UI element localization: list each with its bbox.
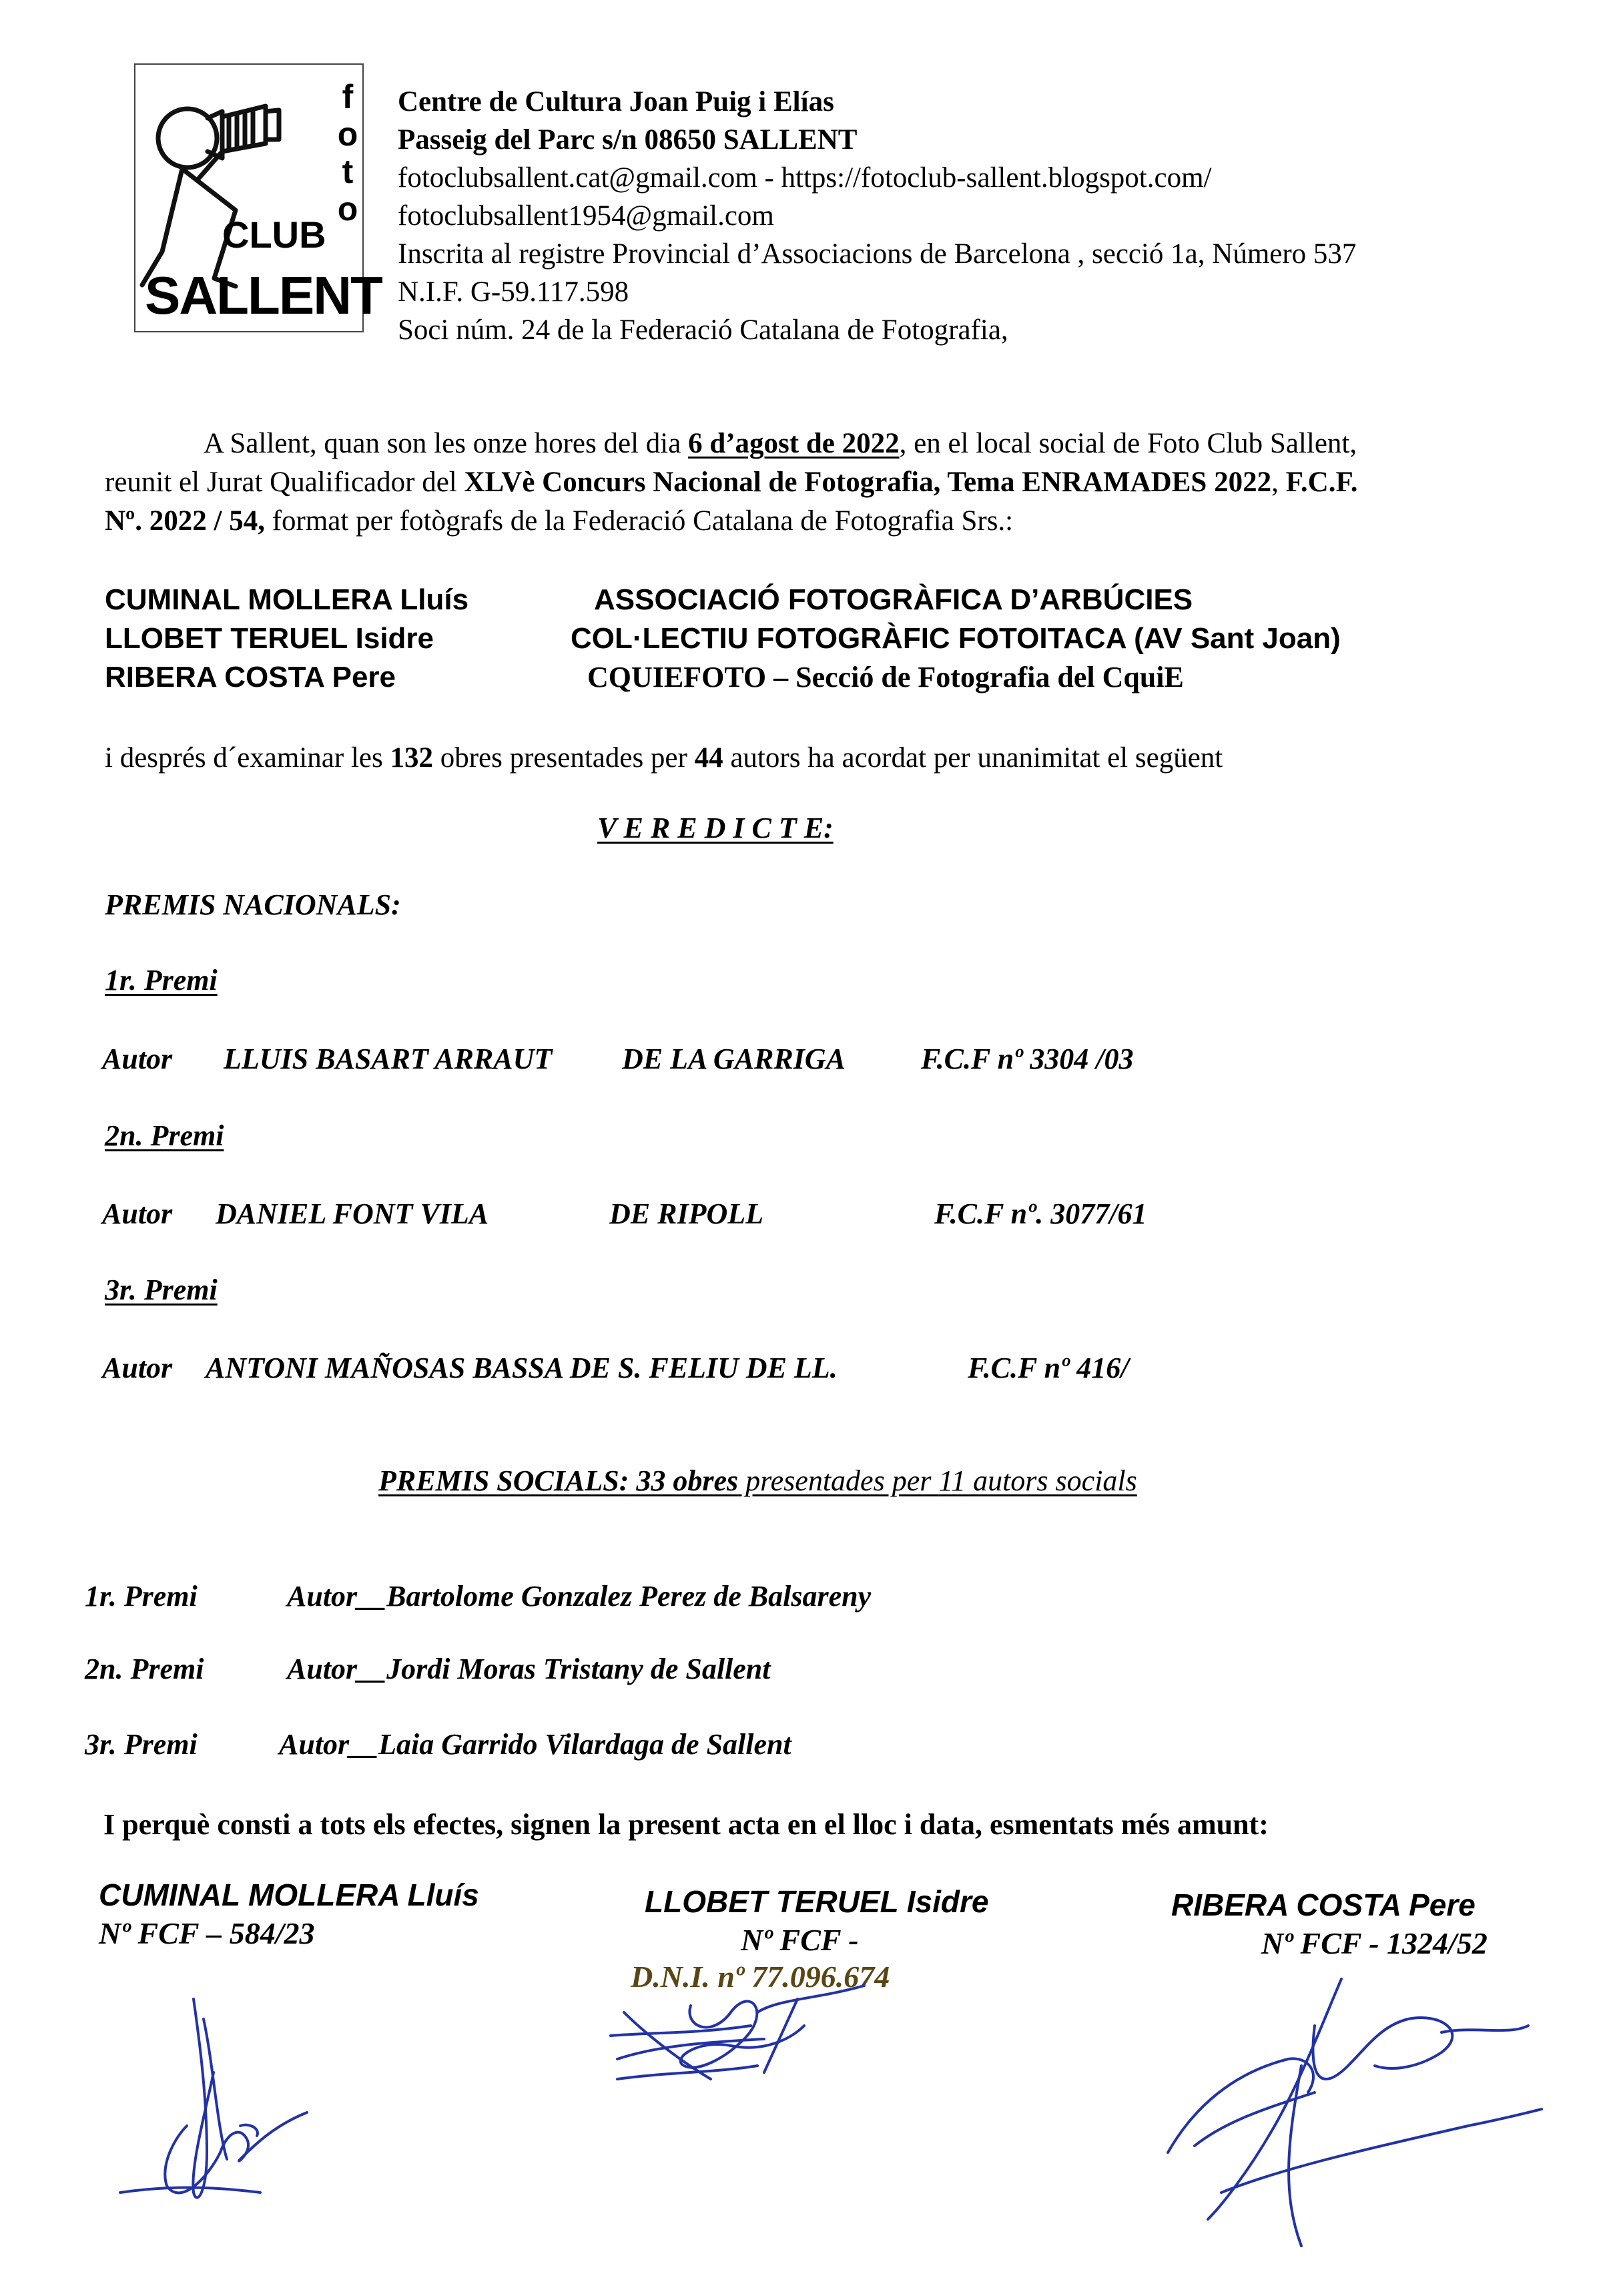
jury-entity: ASSOCIACIÓ FOTOGRÀFICA D’ARBÚCIES xyxy=(594,583,1193,616)
contest-name: XLVè Concurs Nacional de Fotografia, Tema ENRAMADES 2022 xyxy=(464,467,1272,498)
intro-line-2 xyxy=(105,463,1358,502)
prize-label: 2n. Premi xyxy=(105,1119,224,1152)
meeting-date: 6 d’agost de 2022 xyxy=(688,428,900,459)
prize-fcf-number: F.C.F nº 3304 /03 xyxy=(921,1043,1134,1075)
social-text: autors socials xyxy=(966,1464,1137,1497)
national-prizes-title: PREMIS NACIONALS: xyxy=(105,888,401,921)
exam-text: autors ha acordat per unanimitat el següent xyxy=(723,742,1223,774)
fcf-label: F.C.F. xyxy=(1285,467,1358,498)
logo-club: CLUB xyxy=(222,214,326,256)
intro-line-1 xyxy=(204,424,1357,463)
prize-author-name: DANIEL FONT VILA xyxy=(216,1197,489,1230)
logo-letter: o xyxy=(337,115,358,153)
social-title: PREMIS SOCIALS: xyxy=(378,1464,629,1497)
exam-text: obres presentades per xyxy=(432,742,695,774)
header-line-contact: fotoclubsallent.cat@gmail.com - https://fotoclub-sallent.blogspot.com/ xyxy=(398,162,1212,194)
intro-text: format per fotògrafs de la Federació Catalana de Fotografia Srs.: xyxy=(264,505,1014,537)
intro-text: reunit el Jurat Qualificador del xyxy=(105,467,464,498)
jury-name: LLOBET TERUEL Isidre xyxy=(105,622,434,655)
exam-sentence xyxy=(105,739,1223,778)
signatory-dni: D.N.I. nº 77.096.674 xyxy=(631,1960,890,1994)
social-authors: 11 xyxy=(938,1464,966,1497)
prize-label: 3r. Premi xyxy=(105,1273,218,1306)
signature-llobet xyxy=(597,1972,878,2099)
logo-letter: o xyxy=(337,190,358,228)
prize-fcf-number: F.C.F nº. 3077/61 xyxy=(934,1197,1147,1230)
prize-author-place: DE LA GARRIGA xyxy=(622,1043,846,1075)
jury-name: CUMINAL MOLLERA Lluís xyxy=(105,583,469,616)
social-prize-label: 3r. Premi xyxy=(85,1728,198,1761)
signatory-fcf: Nº FCF – 584/23 xyxy=(99,1916,315,1950)
club-logo xyxy=(134,63,382,332)
logo-letter: t xyxy=(342,153,354,190)
jury-name: RIBERA COSTA Pere xyxy=(105,661,396,693)
social-prize-label: 1r. Premi xyxy=(85,1580,198,1613)
prize-label: 1r. Premi xyxy=(105,964,218,996)
header-line-centre: Centre de Cultura Joan Puig i Elías xyxy=(398,86,834,117)
closing-statement: I perquè consti a tots els efectes, signen la present acta en el lloc i data, esmentats més amunt: xyxy=(103,1808,1269,1841)
prize-fcf-number: F.C.F nº 416/ xyxy=(968,1352,1129,1384)
jury-entity: CQUIEFOTO – Secció de Fotografia del CquiE xyxy=(587,661,1184,693)
signature-cuminal xyxy=(107,1992,334,2213)
header-line-nif: N.I.F. G-59.117.598 xyxy=(398,276,629,308)
authors-count: 44 xyxy=(694,742,723,774)
prize-author-label: Autor xyxy=(102,1197,173,1230)
signatory-name: CUMINAL MOLLERA Lluís xyxy=(99,1878,479,1912)
header-line-address: Passeig del Parc s/n 08650 SALLENT xyxy=(398,124,858,156)
prize-author-label: Autor xyxy=(102,1352,173,1384)
contest-number: Nº. 2022 / 54, xyxy=(105,505,265,537)
logo-letter: f xyxy=(342,78,354,115)
header-line-registry: Inscrita al registre Provincial d’Associacions de Barcelona , secció 1a, Número 537 xyxy=(398,238,1357,270)
signatory-fcf: Nº FCF - xyxy=(741,1923,859,1957)
signatory-name: LLOBET TERUEL Isidre xyxy=(645,1884,989,1919)
intro-line-3 xyxy=(105,502,1013,541)
signatory-fcf: Nº FCF - 1324/52 xyxy=(1261,1926,1488,1960)
logo-sallent: SALLENT xyxy=(145,266,382,325)
signatory-name: RIBERA COSTA Pere xyxy=(1171,1888,1476,1922)
social-prize-author: Autor__Bartolome Gonzalez Perez de Balsareny xyxy=(287,1580,872,1613)
social-prize-label: 2n. Premi xyxy=(85,1653,204,1685)
header-line-federation: Soci núm. 24 de la Federació Catalana de Fotografia, xyxy=(398,314,1008,346)
social-text: presentades per xyxy=(738,1464,939,1497)
intro-text: , xyxy=(1271,467,1286,498)
social-prizes-title xyxy=(378,1464,1137,1498)
prize-author-name: ANTONI MAÑOSAS BASSA DE S. FELIU DE LL. xyxy=(206,1352,838,1384)
intro-text: A Sallent, quan son les onze hores del dia xyxy=(204,428,689,459)
verdict-title: V E R E D I C T E: xyxy=(597,812,834,844)
prize-author-label: Autor xyxy=(102,1043,173,1075)
social-prize-author: Autor__Jordi Moras Tristany de Sallent xyxy=(287,1653,771,1685)
jury-entity: COL·LECTIU FOTOGRÀFIC FOTOITACA (AV Sant Joan) xyxy=(571,622,1341,655)
prize-author-place: DE RIPOLL xyxy=(609,1197,763,1230)
prize-author-name: LLUIS BASART ARRAUT xyxy=(224,1043,553,1075)
works-count: 132 xyxy=(390,742,433,774)
logo-foto-vertical xyxy=(328,78,368,228)
exam-text: i després d´examinar les xyxy=(105,742,390,774)
social-works: 33 obres xyxy=(629,1464,739,1497)
social-prize-author: Autor__Laia Garrido Vilardaga de Sallent xyxy=(279,1728,791,1761)
header-line-email: fotoclubsallent1954@gmail.com xyxy=(398,200,774,232)
signature-ribera xyxy=(1155,1972,1555,2259)
intro-text: , en el local social de Foto Club Sallent, xyxy=(899,428,1357,459)
